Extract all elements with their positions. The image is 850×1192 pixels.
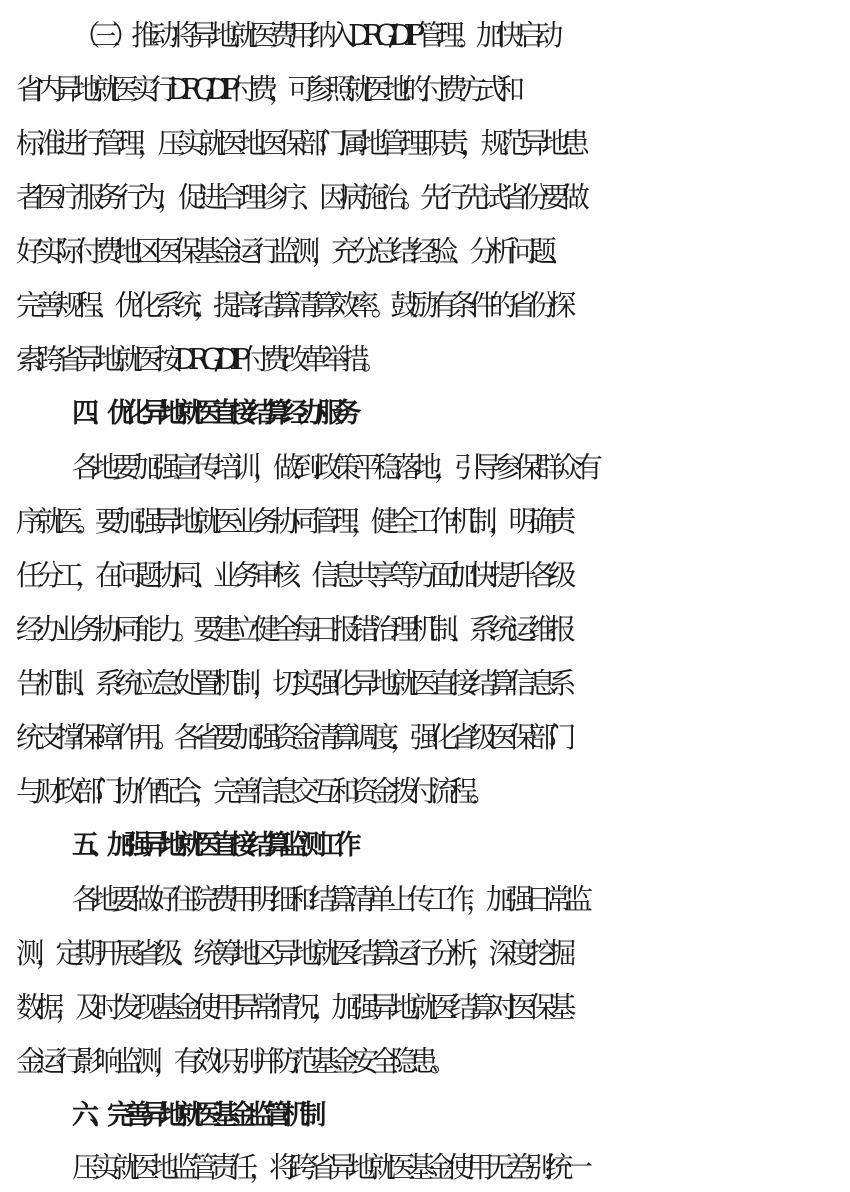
line-text: 好实际付费地区医保基金运行监测，充分总结经验、分析问题、	[16, 235, 568, 268]
line-text: 者医疗服务行为，促进合理诊疗、因病施治。先行先试省份要做	[16, 181, 582, 214]
paragraph-line	[0, 444, 850, 492]
line-text: 各地要加强宣传培训，做到政策平稳落地，引导参保群众有	[72, 451, 595, 484]
line-text: 省内异地就医实行 DRG/DIP 付费，可参照就医地的付费方式和	[16, 73, 516, 106]
section-heading	[0, 390, 850, 438]
paragraph-line	[0, 930, 850, 978]
paragraph-line	[0, 606, 850, 654]
paragraph-line	[0, 552, 850, 600]
paragraph-line	[0, 1144, 850, 1192]
paragraph-line	[0, 174, 850, 222]
line-text: 压实就医地监管责任，将跨省异地就医基金使用无差别统一	[72, 1151, 585, 1184]
paragraph-line	[0, 498, 850, 546]
paragraph-line	[0, 66, 850, 114]
paragraph-line	[0, 120, 850, 168]
line-text: 测，定期开展省级、统筹地区异地就医结算运行分析，深度挖掘	[16, 937, 568, 970]
line-text: 统支撑保障作用。各省要加强资金清算调度，强化省级医保部门	[16, 721, 568, 754]
line-text: 数据，及时发现基金使用异常情况，加强异地就医结算对医保基	[16, 991, 568, 1024]
paragraph-line	[0, 12, 850, 60]
line-text: 任分工，在问题协同、业务审核、信息共享等方面加快提升各级	[16, 559, 568, 592]
line-text: 完善规程、优化系统，提高结算清算效率。鼓励有条件的省份探	[16, 289, 568, 322]
line-text: 索跨省异地就医按 DRG/DIP 付费改革举措。	[16, 343, 381, 376]
line-text: 告机制、系统应急处置机制，切实强化异地就医直接结算信息系	[16, 667, 568, 700]
heading-text: 六、完善异地就医基金监管机制	[72, 1100, 317, 1131]
section-heading	[0, 1092, 850, 1140]
line-text: 经办业务协同能力。要建立健全每日报错治理机制、系统运维报	[16, 613, 568, 646]
paragraph-line	[0, 660, 850, 708]
paragraph-line	[0, 336, 850, 384]
paragraph-line	[0, 282, 850, 330]
paragraph-line	[0, 228, 850, 276]
paragraph-line	[0, 768, 850, 816]
paragraph-line	[0, 984, 850, 1032]
paragraph-line	[0, 714, 850, 762]
heading-text: 五、加强异地就医直接结算监测工作	[72, 830, 352, 861]
heading-text: 四、优化异地就医直接结算经办服务	[72, 398, 352, 429]
line-text: 标准进行管理，压实就医地医保部门属地管理职责，规范异地患	[16, 127, 582, 160]
paragraph-line	[0, 876, 850, 924]
line-text: 各地要做好住院费用明细和结算清单上传工作，加强日常监	[72, 883, 585, 916]
line-text: 序就医。要加强异地就医业务协同管理，健全工作机制，明确责	[16, 505, 568, 538]
line-text: 金运行影响监测，有效识别并防范基金安全隐患。	[16, 1045, 450, 1078]
section-heading	[0, 822, 850, 870]
line-text: 与财政部门协作配合，完善信息交互和资金拨付流程。	[16, 775, 489, 808]
paragraph-line	[0, 1038, 850, 1086]
line-text: （三）推动将异地就医费用纳入 DRG/DIP 管理。加快启动	[72, 19, 555, 52]
